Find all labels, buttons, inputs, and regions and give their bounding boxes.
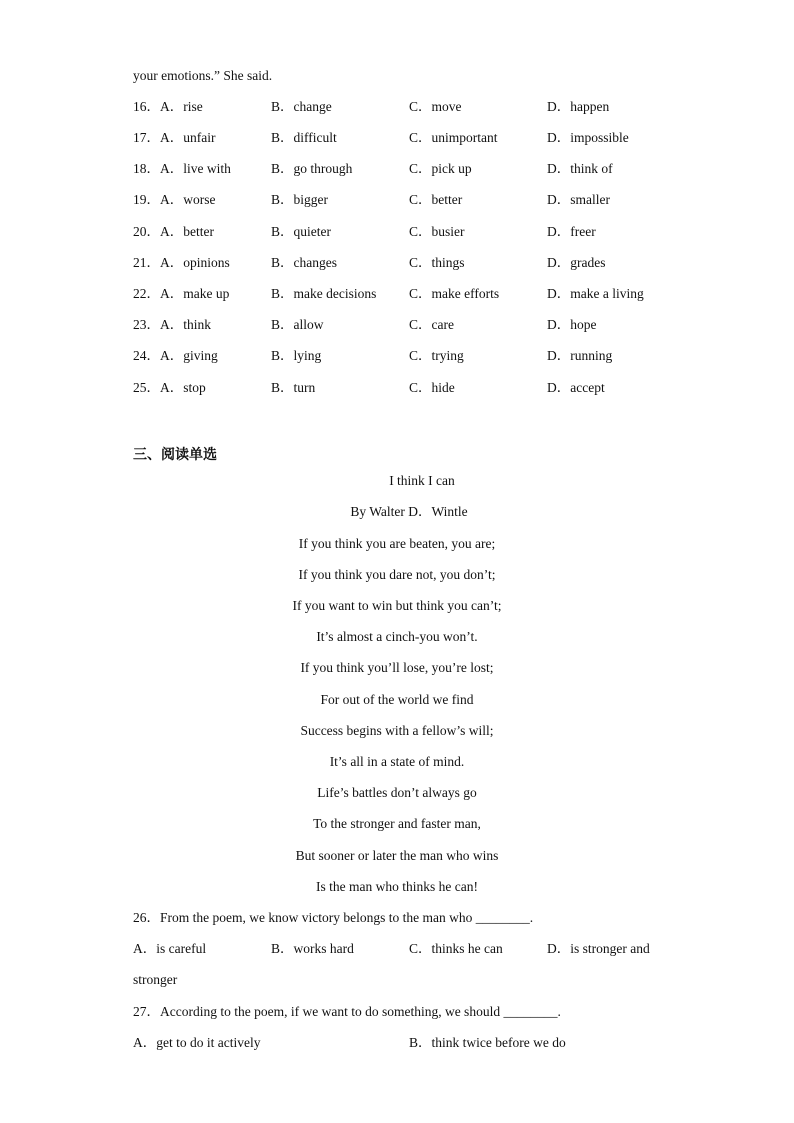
option-a: A．better [160,224,214,239]
poem-line: Life’s battles don’t always go [317,785,477,800]
option-b: B．change [271,99,332,114]
option-d: D．impossible [547,130,629,145]
question-stem: 27．According to the poem, if we want to do something, we should ________. [133,1004,561,1019]
option-b: B．bigger [271,192,328,207]
option-d-continuation: stronger [133,972,178,987]
question-number: 21． [133,255,160,270]
question-number: 18． [133,161,160,176]
option-a: A．stop [160,380,206,395]
option-b: B．changes [271,255,337,270]
option-d: D．smaller [547,192,610,207]
option-c: C．busier [409,224,465,239]
option-a: A．opinions [160,255,230,270]
poem-line: If you think you dare not, you don’t; [298,567,496,582]
poem-line: If you want to win but think you can’t; [292,598,502,613]
option-a: A．live with [160,161,231,176]
option-d: D．accept [547,380,605,395]
option-a: A．get to do it actively [133,1035,261,1050]
option-b: B．make decisions [271,286,377,301]
poem-line: If you think you’ll lose, you’re lost; [300,660,494,675]
question-number: 16． [133,99,160,114]
question-number: 24． [133,348,160,363]
option-b: B．works hard [271,941,354,956]
question-stem: 26．From the poem, we know victory belongs to the man who ________. [133,910,534,925]
option-c: C．better [409,192,463,207]
option-d: D．think of [547,161,613,176]
option-d: D．happen [547,99,610,114]
option-c: C．unimportant [409,130,498,145]
option-d: D．grades [547,255,606,270]
option-a: A．rise [160,99,203,114]
option-c: C．thinks he can [409,941,503,956]
poem-line: But sooner or later the man who wins [295,848,499,863]
poem-line: Success begins with a fellow’s will; [300,723,494,738]
option-c: C．move [409,99,462,114]
question-number: 20． [133,224,160,239]
option-d: D．make a living [547,286,644,301]
poem-title: I think I can [389,473,455,488]
option-b: B．go through [271,161,353,176]
option-b: B．lying [271,348,322,363]
question-number: 25． [133,380,160,395]
option-c: C．pick up [409,161,472,176]
option-c: C．make efforts [409,286,500,301]
option-c: C．hide [409,380,455,395]
option-b: B．turn [271,380,316,395]
option-c: C．trying [409,348,464,363]
option-a: A．is careful [133,941,207,956]
poem-line: To the stronger and faster man, [313,816,481,831]
question-number: 19． [133,192,160,207]
option-b: B．allow [271,317,324,332]
poem-line: It’s almost a cinch-you won’t. [316,629,478,644]
option-a: A．think [160,317,212,332]
option-d: D．freer [547,224,596,239]
option-b: B．think twice before we do [409,1035,566,1050]
option-a: A．giving [160,348,218,363]
option-a: A．unfair [160,130,216,145]
question-number: 17． [133,130,160,145]
question-number: 23． [133,317,160,332]
option-d: D．is stronger and [547,941,650,956]
section-heading: 三、阅读单选 [133,447,217,463]
option-b: B．difficult [271,130,337,145]
poem-line: It’s all in a state of mind. [329,754,465,769]
option-c: C．care [409,317,454,332]
poem-line: If you think you are beaten, you are; [298,536,496,551]
option-a: A．worse [160,192,216,207]
passage-tail: your emotions.” She said. [133,68,273,83]
poem-line: For out of the world we find [320,692,474,707]
poem-line: Is the man who thinks he can! [316,879,478,894]
option-c: C．things [409,255,465,270]
option-b: B．quieter [271,224,331,239]
option-a: A．make up [160,286,230,301]
question-number: 22． [133,286,160,301]
option-d: D．running [547,348,613,363]
option-d: D．hope [547,317,597,332]
poem-author: By Walter D．Wintle [350,504,468,519]
